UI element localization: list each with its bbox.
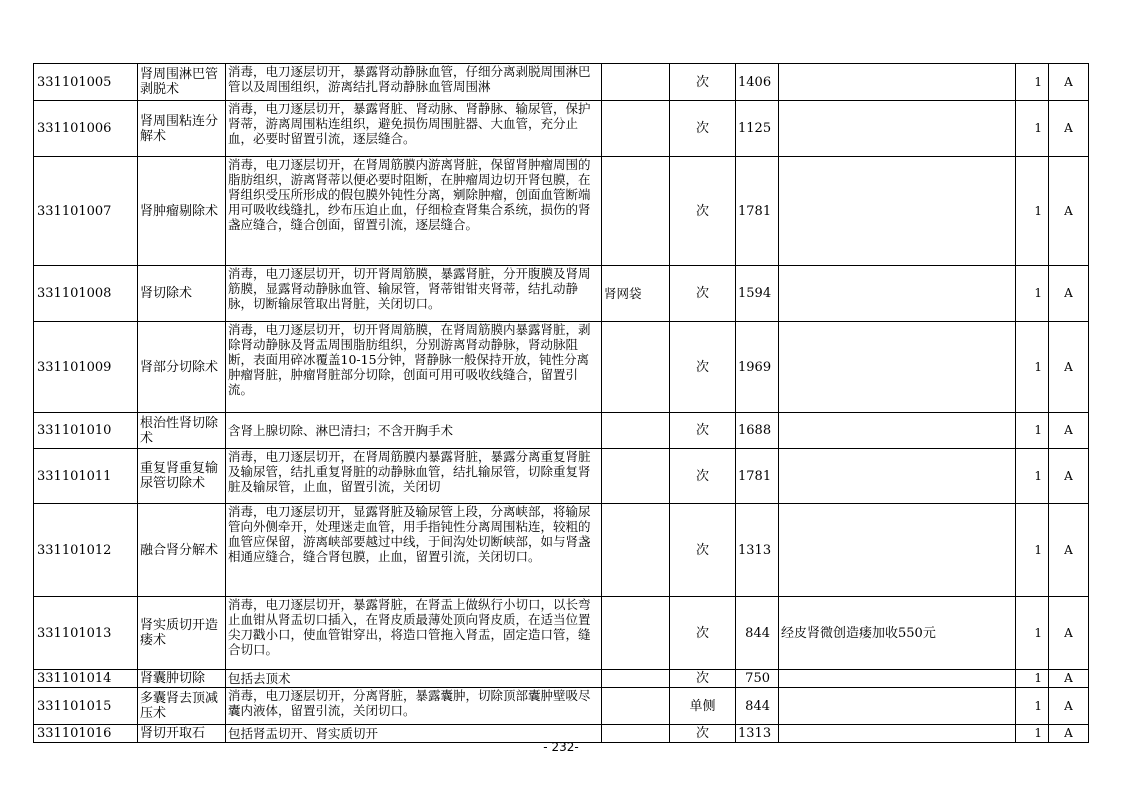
excluded-material	[602, 597, 670, 670]
quantity: 1	[1016, 688, 1049, 725]
table-row	[34, 504, 1089, 597]
unit: 次	[670, 157, 736, 266]
category: A	[1049, 322, 1089, 413]
unit: 单侧	[670, 688, 736, 725]
quantity: 1	[1016, 322, 1049, 413]
item-name: 重复肾重复输尿管切除术	[138, 449, 226, 504]
item-content	[226, 504, 602, 597]
category: A	[1049, 64, 1089, 101]
quantity: 1	[1016, 413, 1049, 449]
price: 1125	[736, 101, 779, 157]
category: A	[1049, 597, 1089, 670]
item-content-text: 消毒，电刀逐层切开，分离肾脏，暴露囊肿，切除顶部囊肿壁吸尽囊内液体，留置引流，关闭切口。	[228, 688, 591, 718]
quantity: 1	[1016, 725, 1049, 743]
item-name: 肾肿瘤剔除术	[138, 157, 226, 266]
quantity: 1	[1016, 504, 1049, 597]
quantity: 1	[1016, 266, 1049, 322]
table-row	[34, 157, 1089, 266]
quantity: 1	[1016, 157, 1049, 266]
item-code: 331101007	[34, 157, 138, 266]
item-content-text: 消毒，电刀逐层切开，暴露肾脏，在肾盂上做纵行小切口，以长弯止血钳从肾盂切口插入，在肾皮质最薄处顶向肾皮质，在适当位置尖刀戳小口，使血管钳穿出，将造口管拖入肾盂，固定造口管，缝合切口。	[228, 597, 591, 657]
excluded-material	[602, 449, 670, 504]
item-content-text: 包括去顶术	[228, 671, 291, 686]
excluded-material	[602, 157, 670, 266]
unit: 次	[670, 266, 736, 322]
category: A	[1049, 101, 1089, 157]
price: 1406	[736, 64, 779, 101]
price-table	[33, 63, 1089, 743]
remark	[779, 670, 1016, 688]
item-content	[226, 157, 602, 266]
item-content-text: 消毒，电刀逐层切开，暴露肾脏、肾动脉、肾静脉、输尿管，保护肾蒂，游离周围粘连组织，避免损伤周围脏器、大血管，充分止血，必要时留置引流，逐层缝合。	[228, 101, 591, 146]
category: A	[1049, 688, 1089, 725]
excluded-material	[602, 64, 670, 101]
page-number: - 232-	[543, 740, 579, 754]
table-row	[34, 449, 1089, 504]
remark	[779, 101, 1016, 157]
item-code: 331101012	[34, 504, 138, 597]
item-name: 肾周围粘连分解术	[138, 101, 226, 157]
remark	[779, 266, 1016, 322]
item-name: 肾囊肿切除	[138, 670, 226, 688]
unit: 次	[670, 449, 736, 504]
item-content	[226, 597, 602, 670]
table-body	[34, 64, 1089, 743]
price: 750	[736, 670, 779, 688]
excluded-material	[602, 413, 670, 449]
quantity: 1	[1016, 597, 1049, 670]
item-content-text: 包括肾盂切开、肾实质切开	[228, 726, 379, 741]
item-content-text: 消毒，电刀逐层切开，切开肾周筋膜，在肾周筋膜内暴露肾脏，剥除肾动静脉及肾盂周围脂肪组织，分别游离肾动静脉，肾动脉阻断，表面用碎冰覆盖10-15分钟，肾静脉一般保持开放，钝性分离肿瘤肾脏，肿瘤肾脏部分切除，创面可用可吸收线缝合，留置引流。	[228, 322, 591, 397]
category: A	[1049, 725, 1089, 743]
remark	[779, 64, 1016, 101]
item-code: 331101013	[34, 597, 138, 670]
unit: 次	[670, 322, 736, 413]
remark	[779, 504, 1016, 597]
item-code: 331101006	[34, 101, 138, 157]
item-name: 肾实质切开造瘘术	[138, 597, 226, 670]
item-content-text: 消毒，电刀逐层切开，切开肾周筋膜，暴露肾脏，分开腹膜及肾周筋膜，显露肾动静脉血管、输尿管，肾蒂钳钳夹肾蒂，结扎动静脉，切断输尿管取出肾脏，关闭切口。	[228, 266, 591, 311]
category: A	[1049, 449, 1089, 504]
price: 844	[736, 688, 779, 725]
item-code: 331101016	[34, 725, 138, 743]
item-name: 肾切开取石	[138, 725, 226, 743]
item-content-text: 消毒，电刀逐层切开，在肾周筋膜内暴露肾脏，暴露分离重复肾脏及输尿管，结扎重复肾脏的动静脉血管，结扎输尿管，切除重复肾脏及输尿管，止血，留置引流，关闭切	[228, 449, 591, 494]
excluded-material	[602, 322, 670, 413]
table-row	[34, 670, 1089, 688]
remark	[779, 688, 1016, 725]
table-row	[34, 64, 1089, 101]
unit: 次	[670, 725, 736, 743]
category: A	[1049, 157, 1089, 266]
excluded-material	[602, 670, 670, 688]
item-content	[226, 101, 602, 157]
item-name: 肾切除术	[138, 266, 226, 322]
item-code: 331101014	[34, 670, 138, 688]
excluded-material	[602, 504, 670, 597]
item-content	[226, 449, 602, 504]
price: 1969	[736, 322, 779, 413]
remark	[779, 322, 1016, 413]
price: 1781	[736, 157, 779, 266]
quantity: 1	[1016, 670, 1049, 688]
quantity: 1	[1016, 101, 1049, 157]
unit: 次	[670, 101, 736, 157]
item-content-text: 消毒，电刀逐层切开，显露肾脏及输尿管上段，分离峡部，将输尿管向外侧牵开，处理迷走血管，用手指钝性分离周围粘连，较粗的血管应保留，游离峡部要越过中线，于间沟处切断峡部，如与肾盏相通应缝合，缝合肾包膜，止血，留置引流，关闭切口。	[228, 504, 591, 564]
item-code: 331101015	[34, 688, 138, 725]
category: A	[1049, 504, 1089, 597]
unit: 次	[670, 597, 736, 670]
quantity: 1	[1016, 64, 1049, 101]
excluded-material: 肾网袋	[602, 266, 670, 322]
item-name: 肾部分切除术	[138, 322, 226, 413]
table-row	[34, 413, 1089, 449]
category: A	[1049, 413, 1089, 449]
table-row	[34, 266, 1089, 322]
price: 1313	[736, 725, 779, 743]
remark	[779, 157, 1016, 266]
table-row	[34, 688, 1089, 725]
item-code: 331101008	[34, 266, 138, 322]
unit: 次	[670, 504, 736, 597]
unit: 次	[670, 64, 736, 101]
category: A	[1049, 670, 1089, 688]
price: 844	[736, 597, 779, 670]
excluded-material	[602, 101, 670, 157]
item-content	[226, 322, 602, 413]
item-content	[226, 413, 602, 449]
item-name: 根治性肾切除术	[138, 413, 226, 449]
item-content-text: 含肾上腺切除、淋巴清扫；不含开胸手术	[228, 423, 454, 438]
item-content-text: 消毒，电刀逐层切开，暴露肾动静脉血管，仔细分离剥脱周围淋巴管以及周围组织，游离结扎肾动静脉血管周围淋	[228, 64, 591, 94]
remark: 经皮肾微创造瘘加收550元	[779, 597, 1016, 670]
table-row	[34, 101, 1089, 157]
excluded-material	[602, 688, 670, 725]
price: 1781	[736, 449, 779, 504]
category: A	[1049, 266, 1089, 322]
item-code: 331101005	[34, 64, 138, 101]
remark	[779, 413, 1016, 449]
price: 1313	[736, 504, 779, 597]
item-content	[226, 266, 602, 322]
quantity: 1	[1016, 449, 1049, 504]
table-row	[34, 597, 1089, 670]
item-content	[226, 64, 602, 101]
item-content	[226, 688, 602, 725]
item-content	[226, 670, 602, 688]
item-code: 331101009	[34, 322, 138, 413]
unit: 次	[670, 413, 736, 449]
item-code: 331101010	[34, 413, 138, 449]
item-name: 多囊肾去顶减压术	[138, 688, 226, 725]
item-code: 331101011	[34, 449, 138, 504]
item-name: 融合肾分解术	[138, 504, 226, 597]
remark	[779, 449, 1016, 504]
price: 1688	[736, 413, 779, 449]
table-row	[34, 322, 1089, 413]
item-name: 肾周围淋巴管剥脱术	[138, 64, 226, 101]
unit: 次	[670, 670, 736, 688]
item-content-text: 消毒，电刀逐层切开，在肾周筋膜内游离肾脏，保留肾肿瘤周围的脂肪组织，游离肾蒂以便必要时阻断，在肿瘤周边切开肾包膜，在肾组织受压所形成的假包膜外钝性分离，剜除肿瘤，创面血管断端用可吸收线缝扎，纱布压迫止血，仔细检查肾集合系统，损伤的肾盏应缝合，缝合创面，留置引流，逐层缝合。	[228, 157, 591, 232]
price: 1594	[736, 266, 779, 322]
